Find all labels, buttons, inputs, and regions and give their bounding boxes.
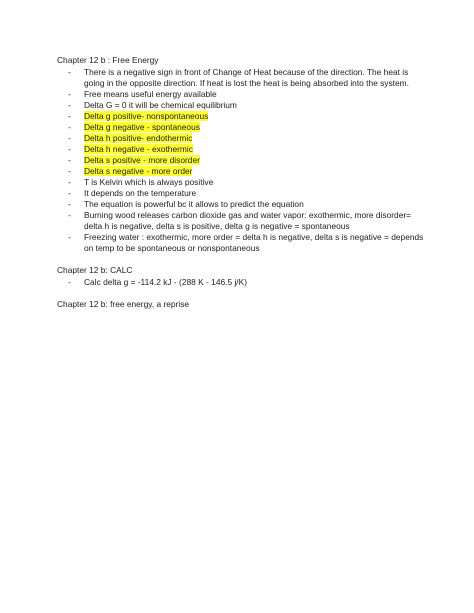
list-item	[57, 100, 427, 111]
list-item	[57, 232, 427, 254]
bullet-dash: -	[68, 133, 71, 143]
list-item	[57, 122, 427, 133]
highlighted-text: Delta s positive - more disorder	[84, 155, 200, 165]
item-text: The equation is powerful bc it allows to predict the equation	[84, 199, 304, 209]
bullet-dash: -	[68, 188, 71, 198]
bullet-dash: -	[68, 155, 71, 165]
item-text: Delta G = 0 it will be chemical equilibrium	[84, 100, 237, 110]
list-item	[57, 111, 427, 122]
list-item	[57, 166, 427, 177]
bullet-dash: -	[68, 277, 71, 287]
bullet-dash: -	[68, 199, 71, 209]
bullet-list	[57, 277, 427, 288]
list-item	[57, 177, 427, 188]
list-item	[57, 89, 427, 100]
section-spacer	[57, 254, 427, 265]
bullet-dash: -	[68, 166, 71, 176]
document-body	[57, 55, 427, 311]
bullet-dash: -	[68, 67, 71, 77]
item-text: T is Kelvin which is always positive	[84, 177, 214, 187]
section-spacer	[57, 288, 427, 299]
item-text: Free means useful energy available	[84, 89, 217, 99]
bullet-dash: -	[68, 89, 71, 99]
bullet-dash: -	[68, 144, 71, 154]
item-text: Calc delta g = -114.2 kJ - (288 K - 146.5 j/K)	[84, 277, 248, 287]
section-heading: Chapter 12 b: free energy, a reprise	[57, 299, 190, 309]
highlighted-text: Delta s negative - more order	[84, 166, 193, 176]
bullet-dash: -	[68, 177, 71, 187]
bullet-dash: -	[68, 111, 71, 121]
highlighted-text: Delta h positive- endothermic	[84, 133, 193, 143]
highlighted-text: Delta h negative - exothermic	[84, 144, 193, 154]
bullet-dash: -	[68, 100, 71, 110]
item-text: Freezing water : exothermic, more order = delta h is negative, delta s is negative = depends on temp to be spontaneous or nonspontaneous	[84, 232, 424, 253]
section-heading: Chapter 12 b: CALC	[57, 265, 133, 275]
bullet-dash: -	[68, 210, 71, 220]
list-item	[57, 210, 427, 232]
item-text: It depends on the temperature	[84, 188, 197, 198]
highlighted-text: Delta g negative - spontaneous	[84, 122, 200, 132]
list-item	[57, 144, 427, 155]
list-item	[57, 188, 427, 199]
item-text: There is a negative sign in front of Change of Heat because of the direction. The heat is going in the opposite direction. If heat is lost the heat is being absorbed into the system.	[84, 67, 409, 88]
bullet-list	[57, 67, 427, 254]
list-item	[57, 133, 427, 144]
list-item	[57, 277, 427, 288]
list-item	[57, 67, 427, 89]
highlighted-text: Delta g positive- nonspontaneous	[84, 111, 209, 121]
section-heading: Chapter 12 b : Free Energy	[57, 55, 159, 65]
item-text: Burning wood releases carbon dioxide gas and water vapor: exothermic, more disorder= delta h is negative, delta s is positive, delta g is negative = spontaneous	[84, 210, 412, 231]
list-item	[57, 155, 427, 166]
bullet-dash: -	[68, 232, 71, 242]
bullet-dash: -	[68, 122, 71, 132]
list-item	[57, 199, 427, 210]
